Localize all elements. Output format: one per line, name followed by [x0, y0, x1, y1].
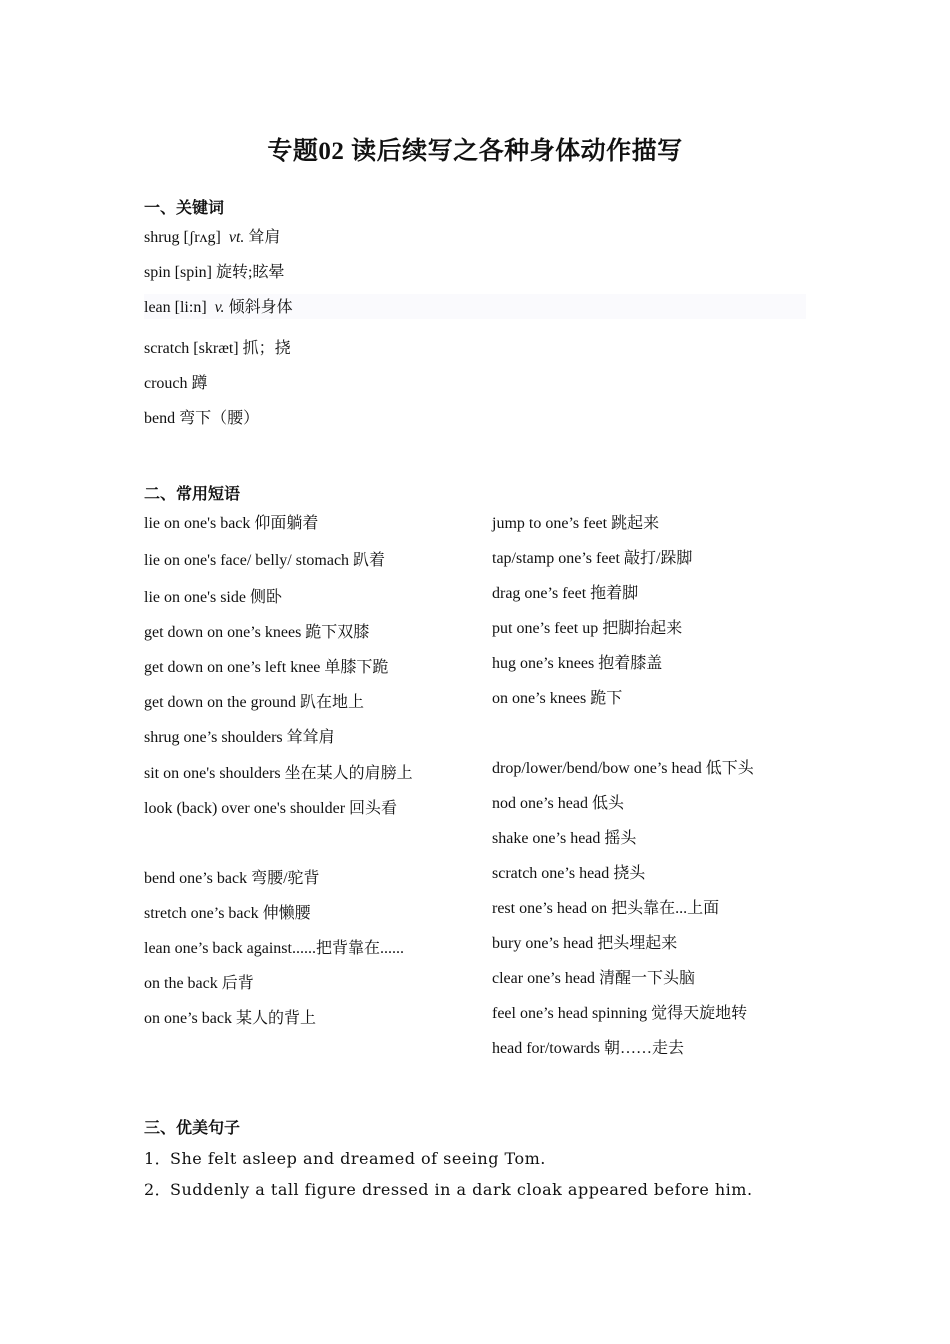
- keyword-pos: v.: [214, 299, 225, 316]
- keyword-meaning: 旋转;眩晕: [216, 264, 285, 281]
- keyword-item: [144, 263, 284, 283]
- phrase-item: on one’s knees 跪下: [492, 690, 623, 707]
- phrase-item: head for/towards 朝……走去: [492, 1040, 684, 1057]
- keyword-meaning: 弯下（腰）: [179, 410, 260, 427]
- keyword-word: lean [li:n]: [144, 299, 207, 316]
- phrase-item: shrug one’s shoulders 耸耸肩: [144, 729, 335, 746]
- keyword-item: [144, 409, 259, 429]
- section-heading-sentences: 三、优美句子: [144, 1120, 241, 1137]
- keyword-word: scratch [skræt]: [144, 340, 239, 357]
- sentence-number: 1．: [144, 1149, 172, 1168]
- phrase-item: on one’s back 某人的背上: [144, 1010, 316, 1027]
- phrase-item: get down on one’s left knee 单膝下跪: [144, 659, 389, 676]
- phrase-item: on the back 后背: [144, 975, 254, 992]
- phrase-item: jump to one’s feet 跳起来: [492, 515, 660, 532]
- phrase-item: get down on one’s knees 跪下双膝: [144, 624, 370, 641]
- phrase-item: get down on the ground 趴在地上: [144, 694, 364, 711]
- keyword-item: [144, 339, 291, 359]
- phrase-item: lie on one's side 侧卧: [144, 589, 282, 606]
- phrase-item: drop/lower/bend/bow one’s head 低下头: [492, 760, 754, 777]
- sentence-text: Suddenly a tall figure dressed in a dark cloak appeared before him.: [170, 1180, 753, 1199]
- sentence-item: [144, 1146, 546, 1169]
- phrase-item: bend one’s back 弯腰/驼背: [144, 870, 320, 887]
- section-heading-phrases: 二、常用短语: [144, 486, 241, 503]
- phrase-item: rest one’s head on 把头靠在...上面: [492, 900, 720, 917]
- sentence-number: 2．: [144, 1180, 172, 1199]
- phrase-item: scratch one’s head 挠头: [492, 865, 646, 882]
- keyword-meaning: 蹲: [191, 375, 208, 392]
- phrase-item: feel one’s head spinning 觉得天旋地转: [492, 1005, 748, 1022]
- phrase-item: lie on one's back 仰面躺着: [144, 515, 319, 532]
- keyword-item: [144, 228, 280, 248]
- keyword-word: bend: [144, 410, 176, 427]
- sentence-item: [144, 1177, 753, 1200]
- phrase-item: put one’s feet up 把脚抬起来: [492, 620, 683, 637]
- phrase-item: lean one’s back against......把背靠在......: [144, 940, 404, 957]
- section-heading-keywords: 一、关键词: [144, 200, 225, 217]
- phrase-item: hug one’s knees 抱着膝盖: [492, 655, 663, 672]
- keyword-meaning: 抓；挠: [242, 340, 291, 357]
- page-title: 专题02 读后续写之各种身体动作描写: [267, 138, 683, 165]
- keyword-pos: vt.: [228, 229, 245, 246]
- keyword-word: crouch: [144, 375, 188, 392]
- phrase-item: look (back) over one's shoulder 回头看: [144, 800, 398, 817]
- keyword-meaning: 倾斜身体: [228, 299, 293, 316]
- keyword-word: spin [spin]: [144, 264, 212, 281]
- phrase-item: nod one’s head 低头: [492, 795, 624, 812]
- phrase-item: drag one’s feet 拖着脚: [492, 585, 639, 602]
- keyword-item: [144, 374, 208, 394]
- keyword-item: [144, 298, 293, 318]
- phrase-item: stretch one’s back 伸懒腰: [144, 905, 311, 922]
- phrase-item: shake one’s head 摇头: [492, 830, 637, 847]
- phrase-item: tap/stamp one’s feet 敲打/跺脚: [492, 550, 693, 567]
- phrase-item: sit on one's shoulders 坐在某人的肩膀上: [144, 765, 413, 782]
- phrase-item: bury one’s head 把头埋起来: [492, 935, 678, 952]
- sentence-text: She felt asleep and dreamed of seeing Tom.: [170, 1149, 546, 1168]
- phrase-item: clear one’s head 清醒一下头脑: [492, 970, 696, 987]
- keyword-meaning: 耸肩: [248, 229, 281, 246]
- phrase-item: lie on one's face/ belly/ stomach 趴着: [144, 552, 386, 569]
- keyword-word: shrug [ʃrʌg]: [144, 229, 221, 246]
